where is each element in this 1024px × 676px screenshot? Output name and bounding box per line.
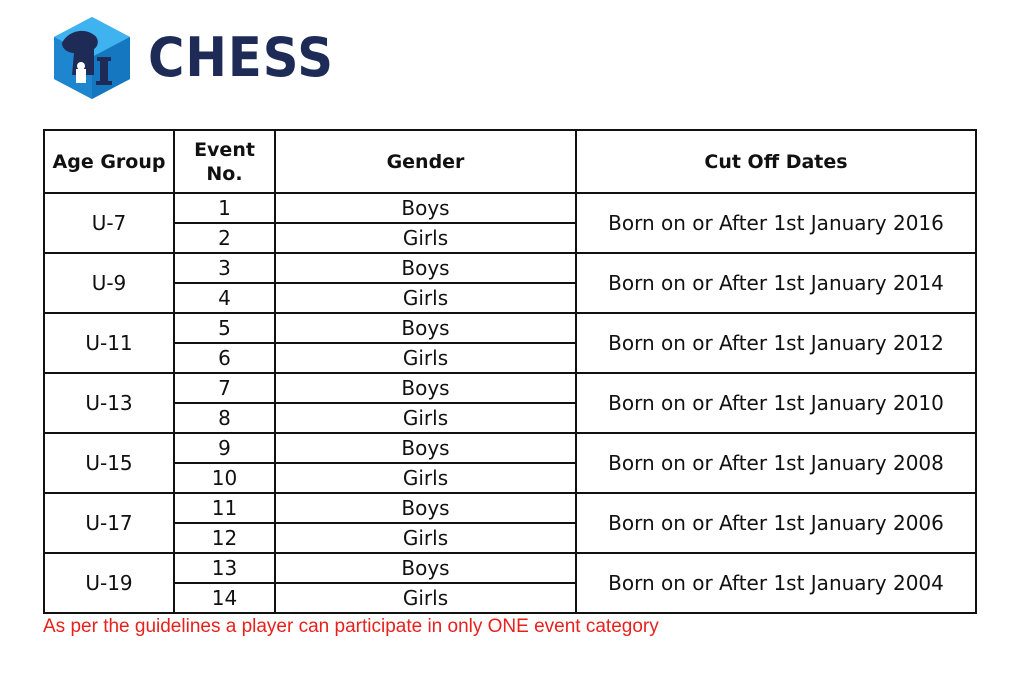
gender-cell: Girls [275, 283, 576, 313]
age-group-cell: U-13 [44, 373, 174, 433]
gender-cell: Boys [275, 253, 576, 283]
table-row [44, 493, 976, 523]
gender-cell: Boys [275, 433, 576, 463]
gender-cell: Boys [275, 313, 576, 343]
table-row [44, 373, 976, 403]
table-row [44, 433, 976, 463]
cut-off-date-cell: Born on or After 1st January 2008 [576, 433, 976, 493]
event-no-cell: 2 [174, 223, 275, 253]
header-event-no-line2: No. [206, 162, 243, 185]
cut-off-date-cell: Born on or After 1st January 2006 [576, 493, 976, 553]
chess-cube-icon [50, 13, 134, 101]
gender-cell: Girls [275, 463, 576, 493]
table-row [44, 193, 976, 223]
event-no-cell: 13 [174, 553, 275, 583]
cut-off-date-cell: Born on or After 1st January 2014 [576, 253, 976, 313]
event-no-cell: 5 [174, 313, 275, 343]
event-no-cell: 7 [174, 373, 275, 403]
header-cut-off-dates: Cut Off Dates [576, 130, 976, 193]
gender-cell: Girls [275, 403, 576, 433]
cut-off-date-cell: Born on or After 1st January 2016 [576, 193, 976, 253]
gender-cell: Boys [275, 193, 576, 223]
table-row [44, 253, 976, 283]
gender-cell: Boys [275, 493, 576, 523]
cut-off-date-cell: Born on or After 1st January 2010 [576, 373, 976, 433]
age-group-cell: U-7 [44, 193, 174, 253]
gender-cell: Girls [275, 523, 576, 553]
header-event-no [174, 130, 275, 193]
cut-off-date-cell: Born on or After 1st January 2012 [576, 313, 976, 373]
gender-cell: Boys [275, 373, 576, 403]
table-row [44, 313, 976, 343]
participation-note: As per the guidelines a player can participate in only ONE event category [43, 616, 659, 637]
event-no-cell: 8 [174, 403, 275, 433]
events-table [43, 129, 977, 614]
gender-cell: Girls [275, 223, 576, 253]
event-no-cell: 3 [174, 253, 275, 283]
event-no-cell: 4 [174, 283, 275, 313]
header-event-no-line1: Event [194, 138, 255, 161]
gender-cell: Boys [275, 553, 576, 583]
event-no-cell: 11 [174, 493, 275, 523]
event-no-cell: 10 [174, 463, 275, 493]
header-age-group: Age Group [44, 130, 174, 193]
event-no-cell: 9 [174, 433, 275, 463]
gender-cell: Girls [275, 343, 576, 373]
age-group-cell: U-9 [44, 253, 174, 313]
age-group-cell: U-19 [44, 553, 174, 613]
brand-name: CHESS [148, 25, 334, 89]
chess-logo [50, 12, 350, 102]
gender-cell: Girls [275, 583, 576, 613]
event-no-cell: 12 [174, 523, 275, 553]
cut-off-date-cell: Born on or After 1st January 2004 [576, 553, 976, 613]
table-header-row [44, 130, 976, 193]
event-no-cell: 14 [174, 583, 275, 613]
age-group-cell: U-17 [44, 493, 174, 553]
age-group-cell: U-11 [44, 313, 174, 373]
event-no-cell: 6 [174, 343, 275, 373]
header-gender: Gender [275, 130, 576, 193]
age-group-cell: U-15 [44, 433, 174, 493]
table-row [44, 553, 976, 583]
event-no-cell: 1 [174, 193, 275, 223]
